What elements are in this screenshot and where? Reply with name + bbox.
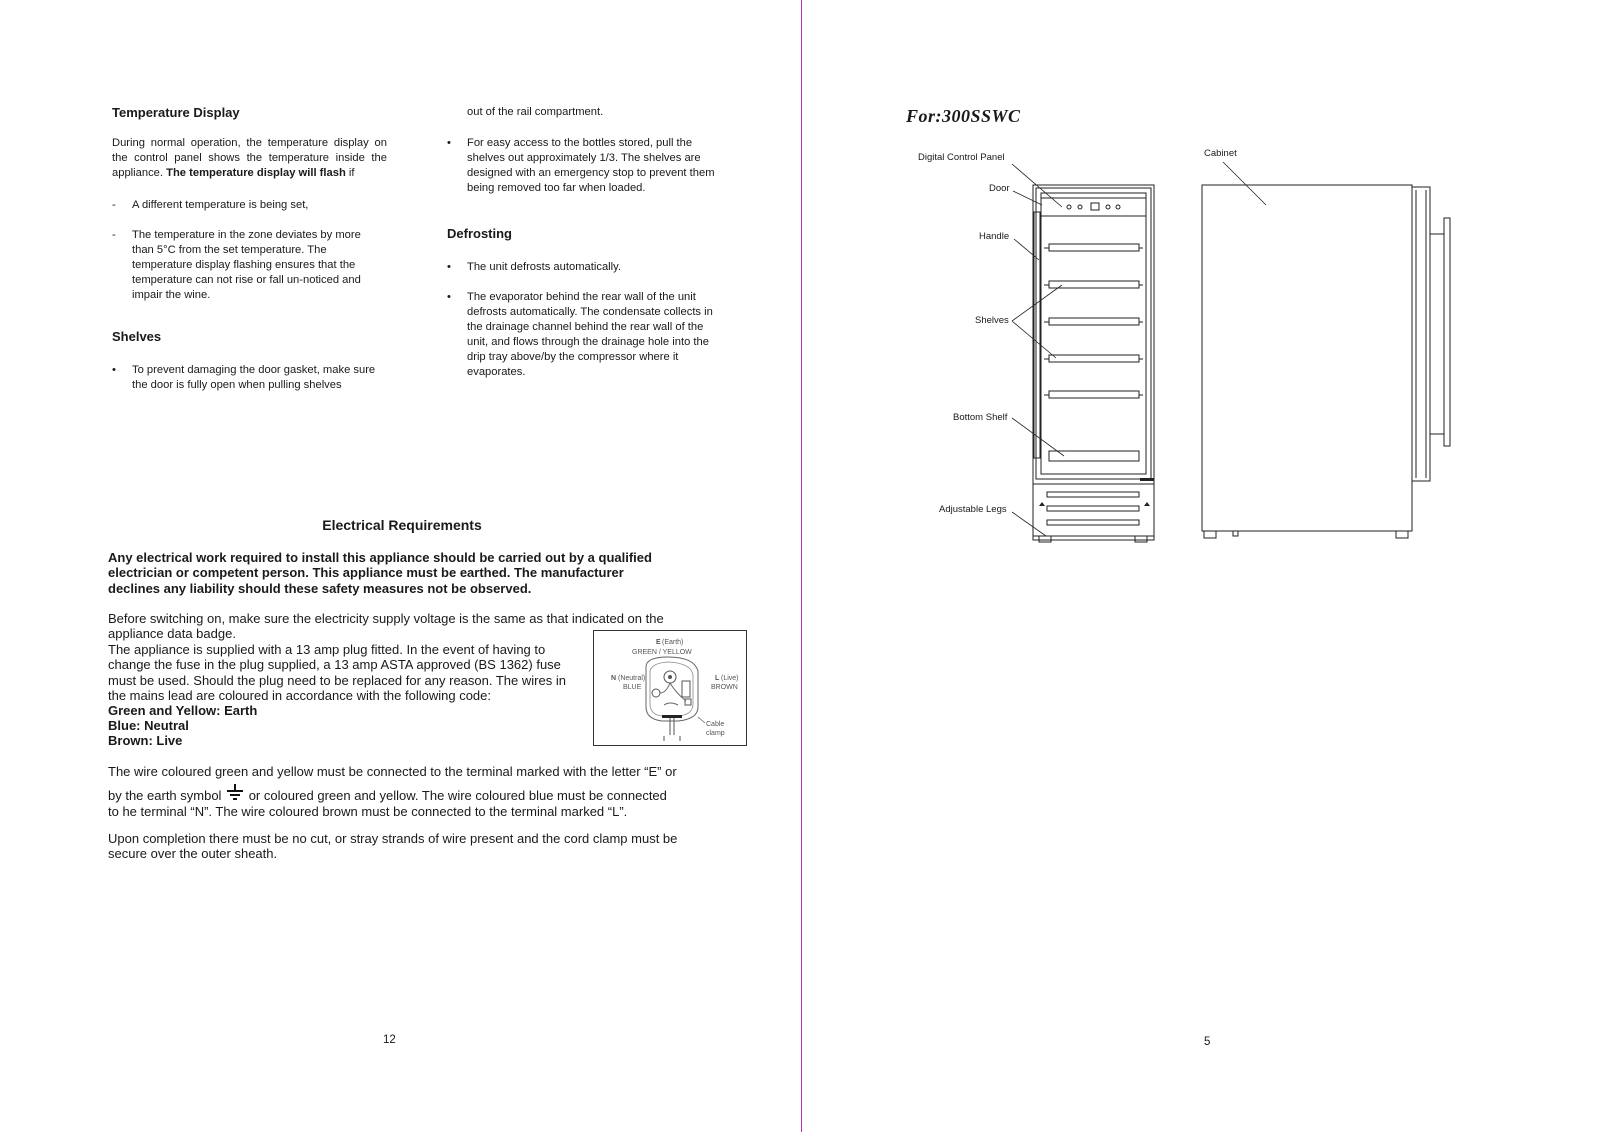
label-cabinet: Cabinet <box>1204 148 1237 159</box>
side-door-edge <box>1412 187 1430 481</box>
defrosting-heading: Defrosting <box>447 226 512 241</box>
live-letter: L <box>715 675 720 682</box>
electrical-warning: Any electrical work required to install this appliance should be carried out by a qualified electrician or competent person. This appliance must be earthed. The manufacturer declines any liability should these safety measures not be observed. <box>108 550 652 596</box>
earth-wire-line-3: to he terminal “N”. The wire coloured brown must be connected to the terminal marked “L”. <box>108 803 628 819</box>
wire-code-neutral: Blue: Neutral <box>108 718 189 733</box>
page-number-left: 12 <box>383 1034 396 1046</box>
earth-wire-line-2b: or coloured green and yellow. The wire coloured blue must be connected <box>248 788 667 804</box>
shelf-1 <box>1049 244 1139 251</box>
label-bottom-shelf: Bottom Shelf <box>953 412 1008 423</box>
earth-color: GREEN / YELLOW <box>632 649 692 656</box>
label-door: Door <box>989 183 1010 194</box>
electrical-heading: Electrical Requirements <box>322 517 482 533</box>
earth-wire-line-2a: by the earth symbol <box>108 788 222 804</box>
wire-code-live: Brown: Live <box>108 733 183 748</box>
bottom-shelf <box>1049 451 1139 461</box>
front-handle <box>1034 212 1040 458</box>
leader-legs <box>1012 512 1046 536</box>
neutral-color: BLUE <box>623 684 642 691</box>
live-word: (Live) <box>721 675 739 682</box>
earth-word: (Earth) <box>662 639 684 646</box>
temperature-display-heading: Temperature Display <box>112 105 240 120</box>
dot-bullet: • <box>447 291 451 303</box>
leader-bottom-shelf <box>1012 418 1064 456</box>
front-door-frame <box>1036 188 1151 479</box>
earth-wire-line-1: The wire coloured green and yellow must be connected to the terminal marked with the letter “E” or <box>108 764 677 779</box>
vent-slot <box>1047 506 1139 511</box>
leader-handle <box>1014 239 1039 260</box>
leg-arrow-left <box>1039 502 1045 506</box>
side-leg-left <box>1204 531 1216 538</box>
earth-letter: E <box>656 639 661 646</box>
leg-arrow-right <box>1144 502 1150 506</box>
electrical-plug-paragraph: The appliance is supplied with a 13 amp plug fitted. In the event of having to change the fuse in the plug supplied, a 13 amp ASTA approved (BS 1362) fuse must be used. Should the plug need to be replaced for any reason. The wires in the mains lead are coloured in accordance with the following code: <box>108 642 566 704</box>
clamp-label-2: clamp <box>706 730 725 737</box>
control-button <box>1078 205 1082 209</box>
brand-badge <box>1140 478 1154 481</box>
shelf-3 <box>1049 318 1139 325</box>
label-handle: Handle <box>979 231 1010 242</box>
shelves-item-text: For easy access to the bottles stored, pull the shelves out approximately 1/3. The shelves are designed with an emergency stop to prevent them being removed too far when loaded. <box>467 137 715 194</box>
electrical-supply-paragraph: Before switching on, make sure the electricity supply voltage is the same as that indicated on the appliance data badge. <box>108 611 664 642</box>
temperature-para-end: if <box>345 167 355 179</box>
shelf-5 <box>1049 391 1139 398</box>
front-glass <box>1041 193 1146 474</box>
model-title: For:300SSWC <box>906 106 1021 126</box>
temperature-item-text: The temperature in the zone deviates by more than 5°C from the set temperature. The temperature display flashing ensures that the temperature can not rise or fall un-noticed and impair the wine. <box>132 229 361 301</box>
side-leg-right <box>1396 531 1408 538</box>
completion-paragraph: Upon completion there must be no cut, or stray strands of wire present and the cord clamp must be secure over the outer sheath. <box>108 831 678 862</box>
neutral-letter: N <box>611 675 617 682</box>
control-panel-strip <box>1041 198 1146 216</box>
label-adjustable-legs: Adjustable Legs <box>939 504 1007 515</box>
front-leg-right <box>1135 536 1147 542</box>
temperature-item-text: A different temperature is being set, <box>132 199 309 211</box>
wire-code-earth: Green and Yellow: Earth <box>108 703 258 718</box>
defrosting-item-text: The unit defrosts automatically. <box>467 261 622 273</box>
defrosting-item-text: The evaporator behind the rear wall of the unit defrosts automatically. The condensate collects in the drainage channel behind the rear wall of the unit, and flows through the drainage hole into the drip tray above/by the compressor where it evaporates. <box>467 291 713 378</box>
leader-door <box>1013 191 1042 205</box>
live-color: BROWN <box>711 684 738 691</box>
control-button <box>1067 205 1071 209</box>
shelves-item-text: To prevent damaging the door gasket, make sure the door is fully open when pulling shelves <box>132 364 376 391</box>
dash-bullet: - <box>112 229 116 241</box>
label-shelves: Shelves <box>975 315 1009 326</box>
control-button <box>1106 205 1110 209</box>
display-window <box>1091 203 1099 210</box>
page-number-right: 5 <box>1204 1036 1211 1048</box>
label-digital-control-panel: Digital Control Panel <box>918 152 1005 163</box>
dash-bullet: - <box>112 199 116 211</box>
temperature-para-text: During normal operation, the temperature display on the control panel shows the temperature inside the appliance. <box>112 137 387 179</box>
shelf-2 <box>1049 281 1139 288</box>
vent-slot <box>1047 520 1139 525</box>
control-button <box>1116 205 1120 209</box>
leader-shelves-top <box>1012 285 1062 321</box>
shelf-4 <box>1049 355 1139 362</box>
clamp-label-1: Cable <box>706 721 725 728</box>
side-fitting <box>1233 531 1238 536</box>
neutral-word: (Neutral) <box>618 675 646 682</box>
side-handle <box>1444 218 1450 446</box>
dot-bullet: • <box>447 137 451 149</box>
vent-slot <box>1047 492 1139 497</box>
leader-cabinet <box>1223 162 1266 205</box>
temperature-para-bold: The temperature display will flash <box>166 167 346 179</box>
dot-bullet: • <box>112 364 116 376</box>
shelves-item-continued: out of the rail compartment. <box>467 106 604 118</box>
side-cabinet-outline <box>1202 185 1412 531</box>
dot-bullet: • <box>447 261 451 273</box>
front-leg-left <box>1039 536 1051 542</box>
shelves-heading: Shelves <box>112 329 162 344</box>
